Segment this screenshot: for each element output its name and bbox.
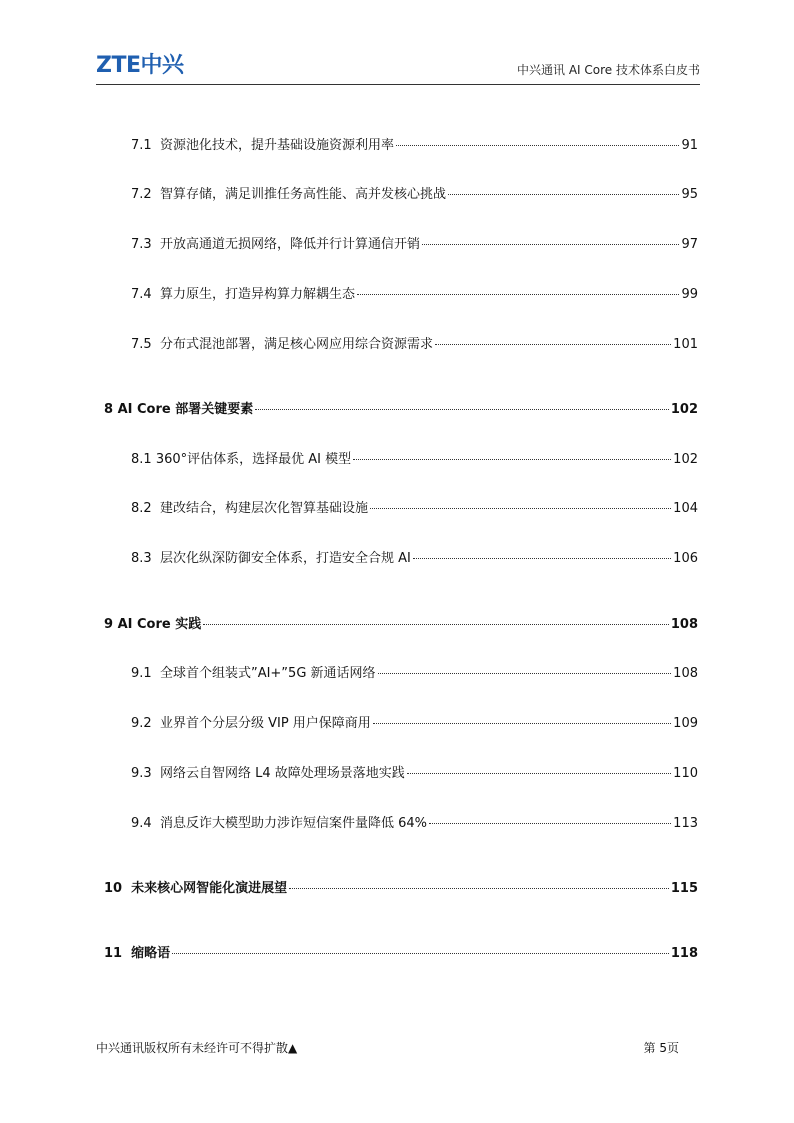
toc-entry-number: 8.3 — [131, 551, 160, 566]
toc-entry[interactable] — [131, 665, 698, 683]
footer-page-number: 第 5页 — [643, 1041, 679, 1055]
toc-entry-title: 资源池化技术，提升基础设施资源利用率 — [159, 138, 394, 153]
toc-dot-leader — [289, 887, 669, 889]
toc-entry-page: 102 — [673, 452, 698, 467]
toc-entry[interactable] — [131, 815, 698, 833]
toc-entry-title: 未来核心网智能化演进展望 — [131, 881, 288, 896]
toc-entry-title: AI Core 部署关键要素 — [117, 402, 254, 417]
toc-entry[interactable] — [104, 880, 698, 898]
footer-copyright: 中兴通讯版权所有未经许可不得扩散▲ — [96, 1041, 298, 1055]
toc-entry-page: 95 — [681, 187, 698, 202]
toc-entry-title: 缩略语 — [131, 946, 171, 961]
toc-entry[interactable] — [131, 137, 698, 155]
toc-entry[interactable] — [131, 550, 698, 568]
toc-entry-title: 算力原生，打造异构算力解耦生态 — [159, 287, 355, 302]
toc-entry[interactable] — [104, 945, 698, 963]
toc-entry-number: 7.5 — [131, 337, 160, 352]
toc-entry[interactable] — [104, 616, 698, 634]
toc-entry-page: 115 — [670, 881, 698, 896]
toc-dot-leader — [407, 772, 671, 774]
toc-entry-title: AI Core 实践 — [117, 617, 202, 632]
toc-entry-page: 108 — [670, 617, 698, 632]
toc-entry-number: 9 — [104, 617, 118, 632]
toc-dot-leader — [373, 722, 671, 724]
toc-entry-title: 网络云自智网络 L4 故障处理场景落地实践 — [159, 766, 405, 781]
toc-entry-title: 360°评估体系，选择最优 AI 模型 — [155, 452, 352, 467]
toc-entry-number: 7.1 — [131, 138, 160, 153]
toc-entry-title: 智算存储，满足训推任务高性能、高并发核心挑战 — [159, 187, 446, 202]
document-title: 中兴通讯 AI Core 技术体系白皮书 — [517, 63, 700, 77]
toc-entry-page: 104 — [673, 501, 698, 516]
toc-entry-page: 99 — [681, 287, 698, 302]
toc-entry-page: 109 — [673, 716, 698, 731]
toc-entry-page: 108 — [673, 666, 698, 681]
toc-entry-page: 106 — [673, 551, 698, 566]
toc-dot-leader — [255, 408, 669, 410]
toc-entry-number: 8.1 — [131, 452, 156, 467]
toc-entry-title: 层次化纵深防御安全体系，打造安全合规 AI — [159, 551, 411, 566]
toc-entry-page: 110 — [673, 766, 698, 781]
toc-entry-number: 11 — [104, 946, 132, 961]
toc-entry-title: 消息反诈大模型助力涉诈短信案件量降低 64% — [159, 816, 427, 831]
toc-entry-number: 9.1 — [131, 666, 160, 681]
toc-entry-number: 9.4 — [131, 816, 160, 831]
toc-entry-page: 102 — [670, 402, 698, 417]
toc-entry-number: 9.3 — [131, 766, 160, 781]
toc-entry-number: 9.2 — [131, 716, 160, 731]
toc-entry-title: 业界首个分层分级 VIP 用户保障商用 — [159, 716, 371, 731]
toc-dot-leader — [396, 144, 679, 146]
toc-entry[interactable] — [131, 236, 698, 254]
toc-entry-page: 118 — [670, 946, 698, 961]
toc-entry-title: 开放高通道无损网络，降低并行计算通信开销 — [159, 237, 420, 252]
toc-entry-page: 97 — [681, 237, 698, 252]
toc-dot-leader — [172, 952, 669, 954]
toc-entry-title: 建改结合，构建层次化智算基础设施 — [159, 501, 368, 516]
toc-entry-title: 分布式混池部署，满足核心网应用综合资源需求 — [159, 337, 433, 352]
toc-entry-page: 113 — [673, 816, 698, 831]
toc-entry-number: 8.2 — [131, 501, 160, 516]
toc-entry[interactable] — [131, 765, 698, 783]
toc-entry[interactable] — [131, 715, 698, 733]
toc-entry-page: 91 — [681, 138, 698, 153]
toc-dot-leader — [353, 458, 671, 460]
toc-entry[interactable] — [131, 286, 698, 304]
toc-dot-leader — [448, 193, 679, 195]
toc-dot-leader — [203, 623, 669, 625]
toc-entry[interactable] — [131, 336, 698, 354]
toc-entry[interactable] — [131, 500, 698, 518]
toc-entry[interactable] — [104, 401, 698, 419]
toc-entry-number: 7.2 — [131, 187, 160, 202]
toc-dot-leader — [370, 507, 671, 509]
toc-dot-leader — [378, 672, 672, 674]
toc-entry-number: 10 — [104, 881, 132, 896]
toc-entry[interactable] — [131, 451, 698, 469]
toc-entry-number: 7.4 — [131, 287, 160, 302]
toc-entry-page: 101 — [673, 337, 698, 352]
toc-entry-number: 7.3 — [131, 237, 160, 252]
toc-dot-leader — [422, 243, 679, 245]
toc-dot-leader — [435, 343, 671, 345]
toc-entry[interactable] — [131, 186, 698, 204]
toc-dot-leader — [429, 822, 671, 824]
zte-logo: ZTE中兴 — [96, 53, 184, 78]
toc-dot-leader — [357, 293, 679, 295]
toc-entry-number: 8 — [104, 402, 118, 417]
toc-entry-title: 全球首个组装式”AI+”5G 新通话网络 — [159, 666, 376, 681]
toc-dot-leader — [413, 557, 671, 559]
